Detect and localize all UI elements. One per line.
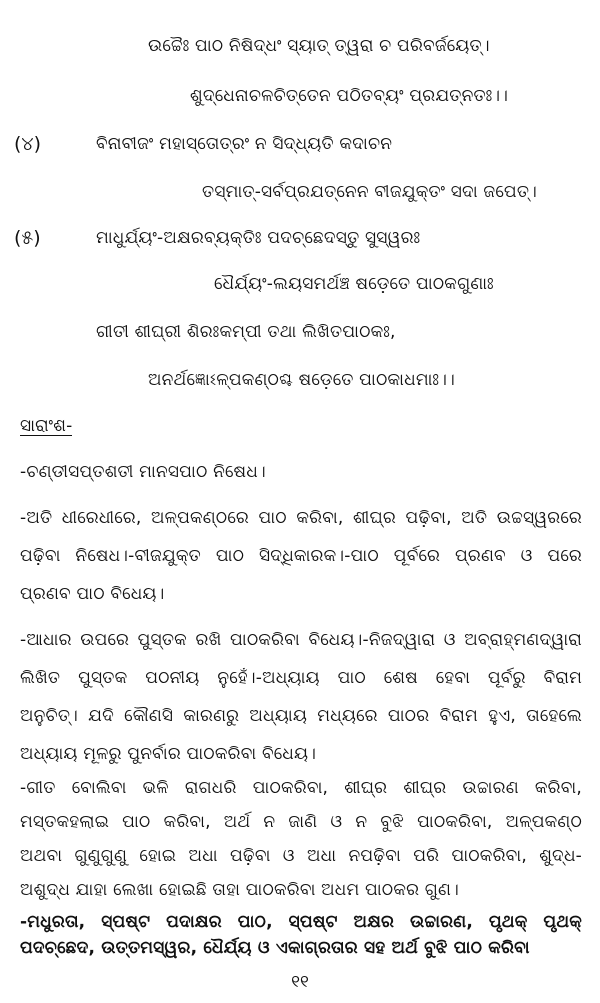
verse-line: ମାଧୁର୍ଯ୍ୟଂ-ଅକ୍ଷରବ୍ୟକ୍ତିଃ ପଦଚ୍ଛେଦସ୍ତୁ ସୁସ୍ୱରଃ: [96, 228, 421, 248]
summary-line: -ଆଧାର ଉପରେ ପୁସ୍ତକ ରଖି ପାଠକରିବା ବିଧେୟ।-ନିଜଦ୍ୱାରା ଓ ଅବ୍ରାହ୍ମଣଦ୍ୱାରା: [20, 630, 582, 650]
summary-line: ମସ୍ତକହଲାଇ ପାଠ କରିବା, ଅର୍ଥ ନ ଜାଣି ଓ ନ ବୁଝି ପାଠକରିବା, ଅଳ୍ପକଣ୍ଠ: [20, 812, 582, 832]
item-number: (୫): [14, 227, 41, 249]
summary-line-bold: -ମଧୁରତା, ସ୍ପଷ୍ଟ ପଦାକ୍ଷର ପାଠ, ସ୍ପଷ୍ଟ ଅକ୍ଷର ଉଚ୍ଚାରଣ, ପୃଥକ୍ ପୃଥକ୍: [20, 912, 582, 932]
summary-line: ଅଶୁଦ୍ଧ ଯାହା ଲେଖା ହୋଇଛି ତାହା ପାଠକରିବା ଅଧମ ପାଠକର ଗୁଣ।: [20, 880, 459, 900]
summary-heading: ସାରାଂଶ-: [20, 416, 73, 436]
summary-line: ପଢ଼ିବା ନିଷେଧ।-ବୀଜଯୁକ୍ତ ପାଠ ସିଦ୍ଧିକାରକ।-ପାଠ ପୂର୍ବରେ ପ୍ରଣବ ଓ ପରେ: [20, 546, 582, 566]
summary-line: ଅଥବା ଗୁଣୁଗୁଣୁ ହୋଇ ଅଧା ପଢ଼ିବା ଓ ଅଧା ନପଢ଼ିବା ପରି ପାଠକରିବା, ଶୁଦ୍ଧ-: [20, 846, 582, 866]
summary-line: -ଗୀତ ବୋଲିବା ଭଳି ରାଗଧରି ପାଠକରିବା, ଶୀଘ୍ର ଶୀଘ୍ର ଉଚ୍ଚାରଣ କରିବା,: [20, 778, 582, 798]
verse-line: ଉଚ୍ଚୈଃ ପାଠ ନିଷିଦ୍ଧଂ ସ୍ୟାତ୍ ତ୍ୱରା ଚ ପରିବର୍ଜୟେତ୍।: [148, 36, 490, 56]
verse-line: ତସ୍ମାତ୍-ସର୍ବପ୍ରଯତ୍ନେନ ବୀଜଯୁକ୍ତଂ ସଦା ଜପେତ୍।: [202, 182, 537, 202]
verse-line: ଶୁଦ୍ଧେନାଚଳଚିତ୍ତେନ ପଠିତବ୍ୟଂ ପ୍ରଯତ୍ନତଃ।।: [190, 86, 509, 106]
summary-paragraph: -ଚଣ୍ଡୀସପ୍ତଶତୀ ମାନସପାଠ ନିଷେଧ।: [20, 462, 266, 482]
verse-line: ଅନର୍ଥଜ୍ଞୋଽଳ୍ପକଣ୍ଠଶ୍ଚ ଷଡ଼େତେ ପାଠକାଧମାଃ।।: [148, 370, 455, 390]
summary-line-bold: ପଦଚ୍ଛେଦ, ଉତ୍ତମସ୍ୱର, ଧୈର୍ଯ୍ୟ ଓ ଏକାଗ୍ରତାର ସହ ଅର୍ଥ ବୁଝି ପାଠ କରିବା: [20, 938, 530, 958]
summary-line: ଅଧ୍ୟାୟ ମୂଳରୁ ପୁନର୍ବାର ପାଠକରିବା ବିଧେୟ।: [20, 744, 317, 764]
item-number: (୪): [14, 133, 42, 155]
summary-line: ଲିଖିତ ପୁସ୍ତକ ପଠନୀୟ ନୁହେଁ।-ଅଧ୍ୟାୟ ପାଠ ଶେଷ ହେବା ପୂର୍ବରୁ ବିରାମ: [20, 668, 582, 688]
summary-line: ପ୍ରଣବ ପାଠ ବିଧେୟ।: [20, 584, 165, 604]
verse-line: ଗୀତୀ ଶୀଘ୍ରୀ ଶିରଃକମ୍ପୀ ତଥା ଲିଖିତପାଠକଃ,: [96, 322, 396, 342]
summary-line: -ଅତି ଧୀରେଧୀରେ, ଅଳ୍ପକଣ୍ଠରେ ପାଠ କରିବା, ଶୀଘ୍ର ପଢ଼ିବା, ଅତି ଉଚ୍ଚସ୍ୱରରେ: [20, 508, 582, 528]
verse-line: ବିନାବୀଜଂ ମହାସ୍ତୋତ୍ରଂ ନ ସିଦ୍ଧ୍ୟତି କଦାଚନ: [96, 134, 393, 154]
summary-line: ଅନୁଚିତ୍। ଯଦି କୌଣସି କାରଣରୁ ଅଧ୍ୟାୟ ମଧ୍ୟରେ ପାଠର ବିରାମ ହୁଏ, ତାହେଲେ: [20, 706, 582, 726]
verse-line: ଧୈର୍ଯ୍ୟଂ-ଲୟସମର୍ଥଞ୍ଚ ଷଡ଼େତେ ପାଠକଗୁଣାଃ: [214, 274, 494, 294]
page-number: ୧୧: [291, 972, 309, 992]
